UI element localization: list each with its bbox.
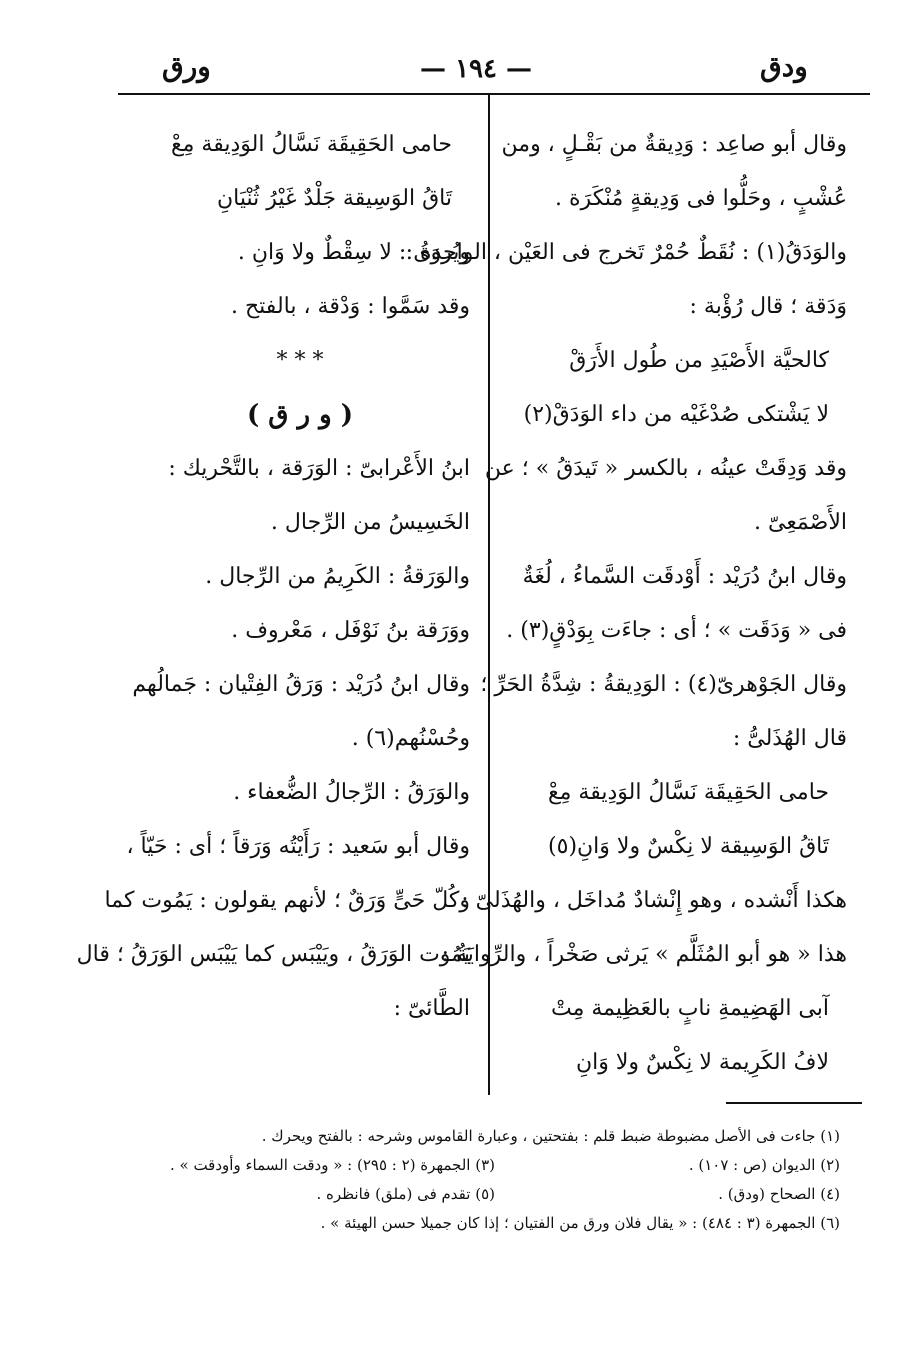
text-line: يَمُوت الوَرَقُ ، ويَيْبَس كما يَيْبَس الوَرَقُ ؛ قال bbox=[76, 942, 470, 967]
verse-line: آبى الهَضِيمةِ نابٍ بالعَظِيمة مِتْ bbox=[551, 996, 829, 1021]
footnote: (٦) الجمهرة (٣ : ٤٨٤) : « يقال فلان ورق من الفتيان ؛ إذا كان جميلا حسن الهيئة » . bbox=[320, 1214, 840, 1232]
footnote-row bbox=[150, 1180, 840, 1209]
text-line: وَدَقة ؛ قال رُؤْبة : bbox=[689, 294, 847, 319]
verse-line: لافُ الكَرِيمة لا نِكْسٌ ولا وَانِ bbox=[576, 1050, 829, 1075]
text-line: الطَّائىّ : bbox=[393, 996, 470, 1021]
running-head-left: ورق bbox=[162, 50, 211, 83]
left-column bbox=[76, 118, 470, 1036]
footnote: (١) جاءت فى الأصل مضبوطة ضبط قلم : بفتحتين ، وعبارة القاموس وشرحه : بالفتح ويحرك . bbox=[261, 1127, 840, 1145]
header-rule bbox=[118, 93, 870, 95]
footnote-rule bbox=[726, 1102, 862, 1104]
footnote: (٥) تقدم فى (ملق) فانظره . bbox=[316, 1185, 495, 1203]
text-line: والوَدَقُ(١) : نُقَطٌ حُمْرٌ تَخرج فى العَيْن ، الواحدةُ : bbox=[405, 240, 847, 265]
text-line: وقد سَمَّوا : وَدْقة ، بالفتح . bbox=[230, 294, 470, 319]
text-line: فى « وَدَقَت » ؛ أى : جاءَت بِوَدْقٍ(٣) . bbox=[506, 618, 847, 643]
verse-line: كالحيَّة الأَصْيَدِ من طُول الأَرَقْ bbox=[569, 348, 829, 373]
text-line: قال الهُذَلىُّ : bbox=[732, 726, 847, 751]
verse-line: حامى الحَقِيقَة نَسَّالُ الوَدِيقة مِعْ bbox=[170, 132, 452, 157]
footnote: (٢) الديوان (ص : ١٠٧) . bbox=[688, 1156, 840, 1174]
text-line: الأَصْمَعِىّ . bbox=[754, 510, 847, 535]
text-line: وقال الجَوْهرىّ(٤) : الوَدِيقةُ : شِدَّةُ الحَرِّ ؛ bbox=[480, 672, 847, 697]
text-line: الخَسِيسُ من الرِّجال . bbox=[270, 510, 470, 535]
text-line: وقال أبو صاعِد : وَدِيقةٌ من بَقْـلٍ ، ومن bbox=[501, 132, 847, 157]
text-line: عُشْبٍ ، وحَلُّوا فى وَدِيقةٍ مُنْكَرَة . bbox=[555, 186, 847, 211]
verse-line: تَاقُ الوَسِيقة جَلْدٌ غَيْرُ ثُنْيَانِ bbox=[216, 186, 452, 211]
text-line: وقال أبو سَعيد : رَأَيْتُه وَرَقاً ؛ أى : حَيّاً ، bbox=[126, 834, 470, 859]
text-line: وحُسْنُهم(٦) . bbox=[351, 726, 470, 751]
text-line: هذا « هو أبو المُثَلَّم » يَرثى صَخْراً ، والرِّوايَةُ : bbox=[441, 942, 847, 967]
verse-line: تَاقُ الوَسِيقة لا نِكْسٌ ولا وَانِ(٥) bbox=[548, 834, 829, 859]
entry-heading: ( و ر ق ) bbox=[246, 400, 354, 430]
footnote-row bbox=[150, 1151, 840, 1180]
text-line: وقال ابنُ دُرَيْد : وَرَقُ الفِتْيان : جَمالُهم bbox=[132, 672, 470, 697]
footnote: (٤) الصحاح (ودق) . bbox=[718, 1185, 840, 1203]
text-line: وكُلّ حَىٍّ وَرَقٌ ؛ لأنهم يقولون : يَمُوت كما bbox=[104, 888, 470, 913]
text-line: والوَرَقةُ : الكَرِيمُ من الرِّجال . bbox=[205, 564, 470, 589]
text-line: هكذا أَنْشده ، وهو إِنْشادٌ مُداخَل ، والهُذَلىّ : bbox=[461, 888, 847, 913]
running-head-right: ودق bbox=[760, 50, 808, 83]
text-line: وقال ابنُ دُرَيْد : أَوْدقَت السَّماءُ ، لُغَةٌ bbox=[522, 564, 847, 589]
verse-line: حامى الحَقِيقَة نَسَّالُ الوَدِيقة مِعْ bbox=[547, 780, 829, 805]
footnotes bbox=[150, 1122, 840, 1238]
page-number: — ١٩٤ — bbox=[420, 54, 533, 84]
footnote: (٣) الجمهرة (٢ : ٢٩٥) : « ودقت السماء وأودقت » . bbox=[169, 1156, 495, 1174]
text-line: وقد وَدِقَتْ عينُه ، بالكسر « تَيدَقُ » ؛ عن bbox=[484, 456, 847, 481]
text-line: ووَرَقة بنُ نَوْفَل ، مَعْروف . bbox=[231, 618, 470, 643]
text-line: والوَرَقُ : الرِّجالُ الضُّعفاء . bbox=[233, 780, 470, 805]
text-line: ويُروَى : لا سِقْطٌ ولا وَانِ . bbox=[237, 240, 470, 265]
section-separator: * * * bbox=[276, 348, 324, 373]
text-line: ابنُ الأَعْرابىّ : الوَرَقة ، بالتَّحْريك : bbox=[168, 456, 470, 481]
verse-line: لا يَشْتكى صُدْغَيْه من داء الوَدَقْ(٢) bbox=[523, 402, 829, 427]
